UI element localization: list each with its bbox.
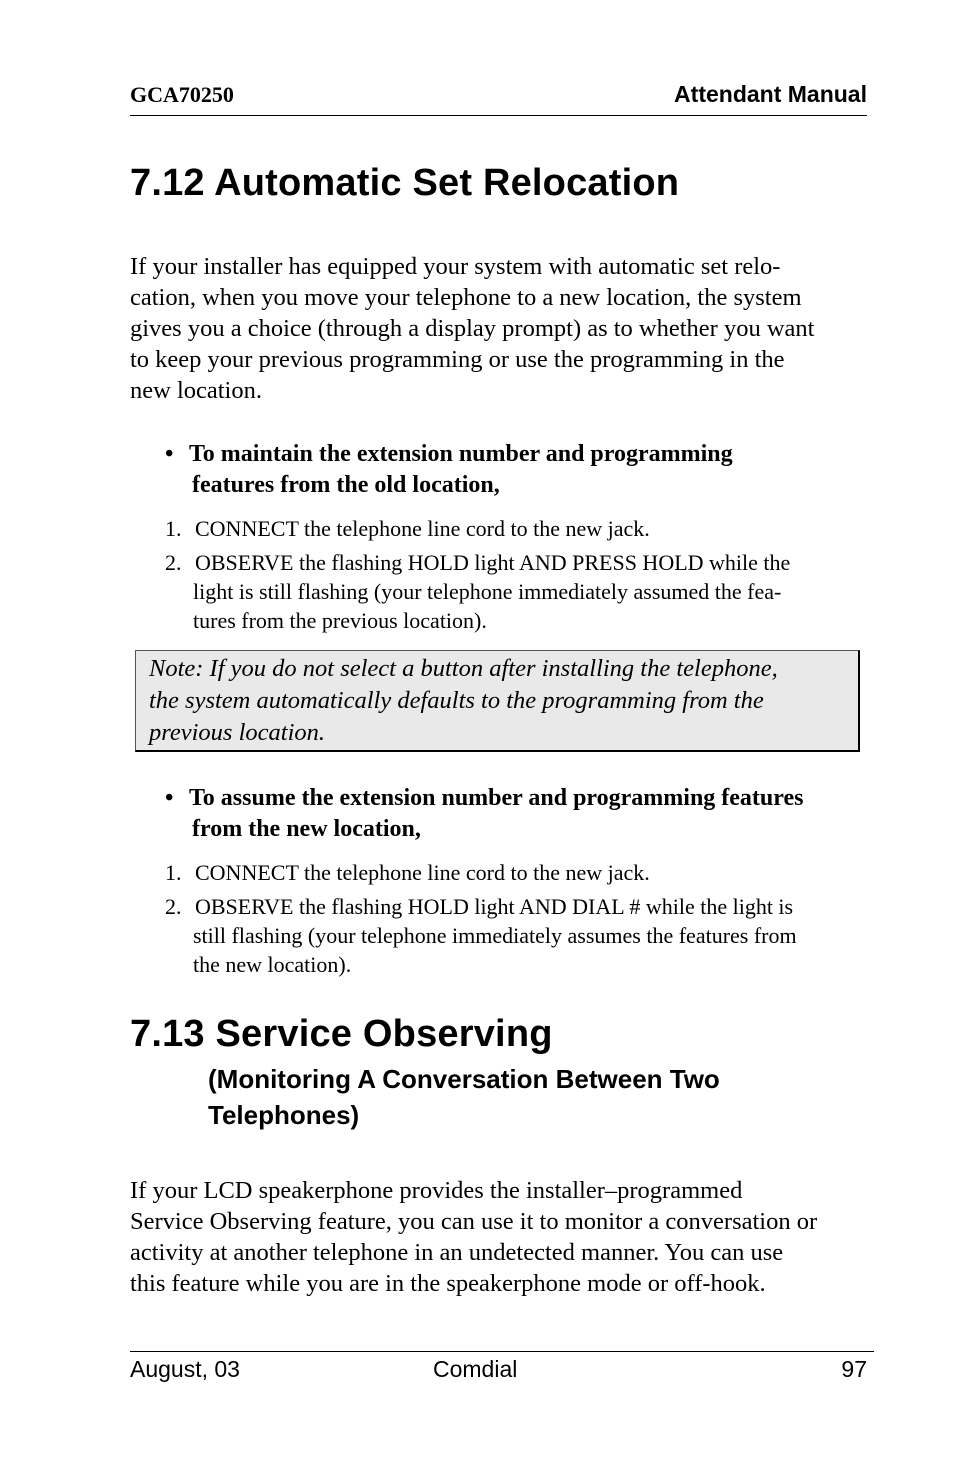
heading-line: from the new location, — [192, 816, 421, 842]
paragraph-line: new location. — [130, 377, 262, 404]
step-number: 2. — [165, 550, 182, 575]
procedure-heading-new-location — [189, 783, 803, 845]
footer-company: Comdial — [433, 1356, 518, 1382]
heading-line: features from the old location, — [192, 472, 500, 498]
step-line: tures from the previous location). — [193, 608, 487, 633]
paragraph-line: this feature while you are in the speakerphone mode or off-hook. — [130, 1270, 766, 1297]
bullet-icon: • — [165, 785, 174, 811]
subtitle-line: (Monitoring A Conversation Between Two — [208, 1064, 720, 1094]
note-line: Note: If you do not select a button after installing the telephone, — [149, 655, 778, 682]
step-text — [195, 892, 797, 979]
paragraph-line: cation, when you move your telephone to a new location, the system — [130, 284, 802, 311]
step-text — [195, 548, 790, 635]
paragraph-line: gives you a choice (through a display prompt) as to whether you want — [130, 315, 815, 342]
section-title-7-12: 7.12 Automatic Set Relocation — [130, 162, 680, 204]
footer-divider — [130, 1351, 874, 1352]
section-subtitle — [208, 1061, 720, 1133]
step-line: light is still flashing (your telephone immediately assumed the fea- — [193, 579, 782, 604]
step-line: OBSERVE the flashing HOLD light AND PRESS HOLD while the — [195, 550, 791, 575]
paragraph-line: activity at another telephone in an undetected manner. You can use — [130, 1239, 784, 1266]
step-number: 2. — [165, 894, 182, 919]
header-divider — [130, 115, 867, 116]
procedure-heading-old-location — [189, 439, 733, 501]
section-title-7-13: 7.13 Service Observing — [130, 1013, 553, 1055]
step-line: OBSERVE the flashing HOLD light AND DIAL # while the light is — [195, 894, 794, 919]
paragraph-line: to keep your previous programming or use the programming in the — [130, 346, 785, 373]
step-text: CONNECT the telephone line cord to the new jack. — [195, 516, 650, 541]
heading-line: To maintain the extension number and programming — [189, 441, 733, 467]
step-text: CONNECT the telephone line cord to the new jack. — [195, 860, 650, 885]
note-line: the system automatically defaults to the programming from the — [149, 687, 764, 714]
step-number: 1. — [165, 516, 182, 541]
page-number: 97 — [841, 1356, 867, 1382]
step-number: 1. — [165, 860, 182, 885]
section-7-13-body — [130, 1175, 817, 1299]
subtitle-line: Telephones) — [208, 1100, 360, 1130]
note-line: previous location. — [149, 719, 326, 746]
step-line: still flashing (your telephone immediately assumes the features from — [193, 923, 797, 948]
document-id: GCA70250 — [130, 82, 234, 107]
step-line: the new location). — [193, 952, 352, 977]
paragraph-line: If your LCD speakerphone provides the installer–programmed — [130, 1177, 743, 1204]
bullet-icon: • — [165, 441, 174, 467]
heading-line: To assume the extension number and programming features — [189, 785, 804, 811]
paragraph-line: Service Observing feature, you can use it to monitor a conversation or — [130, 1208, 818, 1235]
footer-date: August, 03 — [130, 1356, 240, 1382]
note-text — [149, 653, 854, 749]
document-title: Attendant Manual — [674, 81, 867, 107]
paragraph-line: If your installer has equipped your system with automatic set relo- — [130, 253, 781, 280]
section-7-12-intro — [130, 251, 814, 406]
